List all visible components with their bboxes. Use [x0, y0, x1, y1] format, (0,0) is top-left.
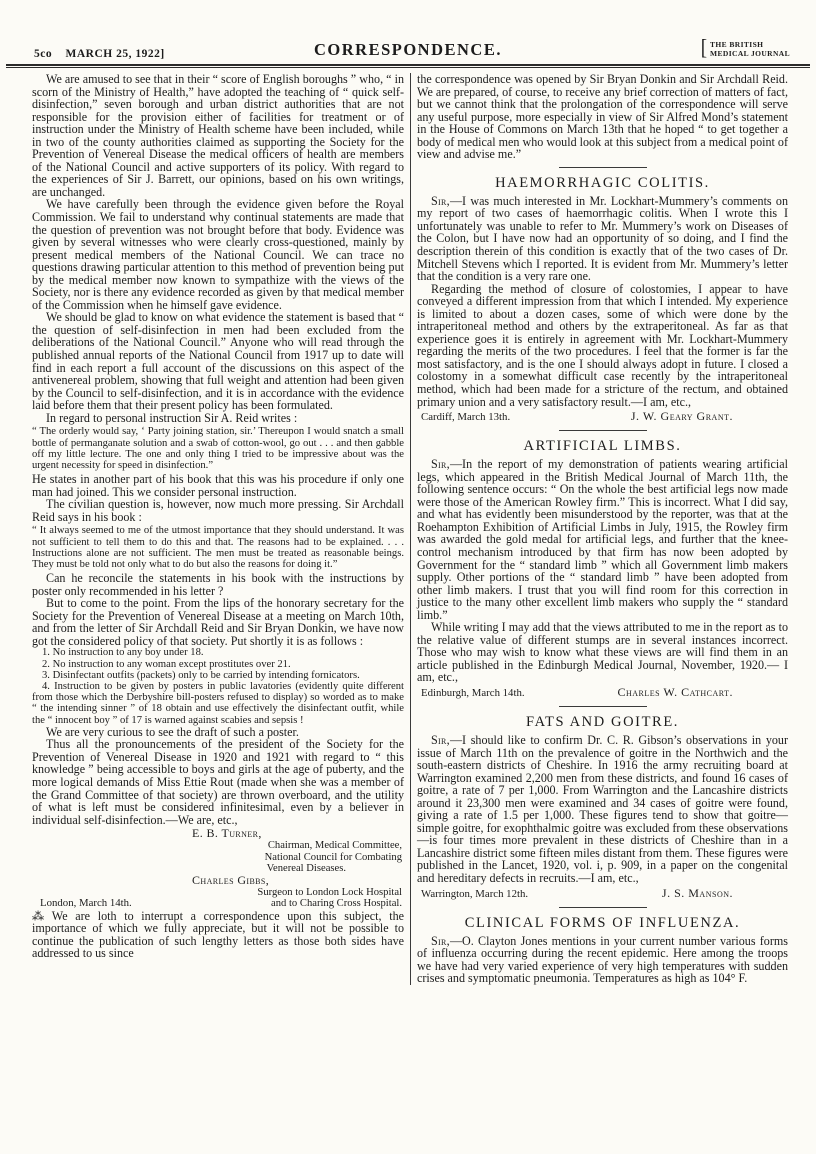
paragraph: We have carefully been through the evidence given before the Royal Commission. We fail to understand why continual statements are made that the question of prevention was not brought before that body. Evidence was given by several witnesses who were clearly cross-questioned, mainly by present medical members of the National Council. We can trace no questions drawing particular attention to this method of prevention being put by the medical member now known to sympathize with the views of the Society, nor is there any evidence recorded as given by that medical member of the Commission when he himself gave evidence.	[32, 197, 404, 312]
signature-row	[421, 685, 788, 700]
paragraph: But to come to the point. From the lips of the honorary secretary for the Society for the Prevention of Venereal Disease at a meeting on March 10th, and from the letter of Sir Archdall Reid and Sir Bryan Donkin, we have now got the considered policy of that society. Put shortly it is as follows :	[32, 596, 404, 648]
signature-role: Venereal Diseases.	[266, 862, 346, 874]
dateline: Edinburgh, March 14th.	[421, 686, 525, 699]
policy-list-item: 3. Disinfectant outfits (packets) only to be carried by intending fornicators.	[42, 669, 360, 681]
masthead	[0, 0, 816, 62]
policy-list-item: 4. Instruction to be given by posters in public lavatories (evidently quite different from those which the Derbyshire bill-posters refused to display) so worded as to make “ the intending sinner ” of 18 obtain and use effectively the disinfectant outfit, while the “ innocent boy ” of 17 is warned against scabies and sepsis !	[32, 681, 404, 726]
journal-name-line2: MEDICAL JOURNAL	[710, 49, 790, 58]
paragraph: We are very curious to see the draft of such a poster.	[46, 724, 299, 739]
paragraph: He states in another part of his book that this was his procedure if only one man had joined. This we consider personal instruction.	[32, 472, 404, 499]
paragraph: The civilian question is, however, now much more pressing. Sir Archdall Reid says in his book :	[32, 497, 404, 524]
salutation: Sir,	[431, 933, 450, 948]
paragraph: While writing I may add that the views attributed to me in the report as to the relative value of different stumps are in several instances incorrect. Those who may wish to know what these views are will find them in an article published in the Edinburgh Medical Journal, November, 1920.— I am, etc.,	[417, 620, 788, 685]
salutation: Sir,	[431, 457, 450, 472]
letter-text: —In the report of my demonstration of patients wearing artificial legs, which appeared in the British Medical Journal of March 11th, the following sentence occurs: “ On the whole the best artificial legs now made were those of the American Rowley firm.” This is incorrect. What I did say, and what has evidently been misunderstood by the reporter, was that at the Roehampton Exhibition of Artificial Limbs in July, 1915, the Rowley firm was awarded the gold medal for artificial legs, and further that the knee-control mechanism introduced by that firm has now been adopted by Government for the “ standard limb ” which all Government limb makers supply. Other portions of the “ standard limb ” have been adopted from other limb makers. I trust that you will find room for this correction in justice to the many other excellent limb makers who supply the “ standard limb.”	[417, 457, 788, 622]
signature-name: E. B. Turner,	[192, 826, 262, 841]
signature-row	[421, 886, 788, 901]
letter-text: —I was much interested in Mr. Lockhart-Mummery’s comments on my report of two cases of haemorrhagic colitis. When I wrote this I unfortunately was unable to refer to Mr. Mummery’s work on Diseases of the Colon, but I have now had an opportunity of so doing, and I find the description therein of this condition is exactly that of the two cases of Dr. Mitchell Stevens which I reported. It is evident from Mr. Mummery’s letter that the condition is a very rare one.	[417, 193, 788, 284]
salutation: Sir,	[431, 732, 450, 747]
paragraph: We are amused to see that in their “ score of English boroughs ” who, “ in scorn of the Ministry of Health,” have adopted the teaching of “ quick self-disinfection,” seven borough and urban district authorities that are not responsible for the provision either of facilities for treatment or of instruction under the Ministry of Health scheme have been included, while in two of the county authorities claimed as supporting the Society for the Prevention of Venereal Disease the medical officers of health are members of the National Council and active supporters of its policy. With regard to the experiences of Sir J. Barrett, our opinions, based on his own writings, are unchanged.	[32, 72, 404, 199]
letter-text: —I should like to confirm Dr. C. R. Gibson’s observations in your issue of March 11th on the prevalence of goitre in the Northwich and the south-eastern districts of Cheshire. In 1916 the army recruiting board at Warrington examined 2,200 men from these districts, and found 16 cases of goitre, a rate of 7 per 1,000. From Warrington and the Lancashire districts around it 23,300 men were examined and 34 cases of goitre were found, giving a rate of 1.5 per 1,000. These figures tend to show that goitre—simple goitre, for exophthalmic goitre was excluded from these observations—is four times more prevalent in these districts of Cheshire than in a Lancashire district some fifteen miles distant from them. These figures were published in the Lancet, 1920, vol. i, p. 909, in a paper on the congenital and hereditary defects in recruits.—I am, etc.,	[417, 732, 788, 885]
paragraph	[417, 195, 788, 283]
left-column	[32, 73, 404, 985]
journal-name-line1: THE BRITISH	[710, 40, 764, 49]
signature-role: Surgeon to London Lock Hospital	[257, 887, 402, 899]
signature-name: Charles Gibbs,	[192, 873, 270, 888]
editor-note-text: We are loth to interrupt a correspondence upon this subject, the importance of which we fully appreciate, but it will not be possible to continue the publication of such lengthy letters as those both sides have addressed to us since	[32, 908, 405, 961]
salutation: Sir,	[431, 193, 450, 208]
letter-separator-rule	[559, 907, 647, 908]
letter-title: CLINICAL FORMS OF INFLUENZA.	[464, 914, 741, 931]
paragraph: We should be glad to know on what evidence the statement is based that “ the question of self-disinfection in men had been excluded from the deliberations of the National Council.” Anyone who will read through the published annual reports of the National Council from 1917 up to date will find in each report a full account of the discussions on this aspect of the antivenereal problem, showing that full weight and attention had been given by the Council to self-disinfection, and it is in accordance with the evidence laid before them that their present policy has been formulated.	[32, 310, 404, 413]
policy-list-item: 1. No instruction to any boy under 18.	[42, 647, 204, 659]
signature-name: Charles W. Cathcart.	[617, 684, 733, 699]
text-columns	[0, 68, 816, 985]
page-title: CORRESPONDENCE.	[314, 40, 502, 59]
signature-name: J. S. Manson.	[661, 885, 733, 900]
quote-paragraph: “ The orderly would say, ‘ Party joining station, sir.’ Thereupon I would snatch a small bottle of permanganate solution and a swab of cotton-wool, go out . . . and then gabble off my little lecture. The one and only thing I tried to be impressive about was the urgent necessity for speed in disinfection.”	[32, 426, 404, 471]
editor-note	[32, 910, 404, 960]
paragraph	[417, 458, 788, 621]
paragraph: In regard to personal instruction Sir A. Reid writes :	[46, 410, 298, 425]
letter-separator-rule	[559, 430, 647, 431]
column-divider-rule	[410, 73, 411, 985]
header-rule-top	[6, 64, 810, 66]
bracket-glyph: [	[700, 36, 708, 61]
paragraph: Thus all the pronouncements of the president of the Society for the Prevention of Venereal Disease in 1920 and 1921 with regard to “ this knowledge ” being accessible to boys and girls at the age of puberty, and the more logical demands of Miss Ettie Rout (made when she was a member of the Grand Committee of that society) are thrown overboard, and the utility of what is left must be considered infinitesimal, even by a believer in individual self-disinfection.—We are, etc.,	[32, 737, 404, 827]
paragraph: Can he reconcile the statements in his book with the instructions by poster only recommended in his letter ?	[32, 571, 404, 598]
right-column	[417, 73, 788, 985]
signature-block	[32, 827, 404, 909]
signature-role: National Council for Combating	[264, 851, 402, 863]
letter-title: HAEMORRHAGIC COLITIS.	[495, 174, 710, 191]
dateline: Warrington, March 12th.	[421, 887, 529, 900]
letter-separator-rule	[559, 167, 647, 168]
letter-title: FATS AND GOITRE.	[525, 713, 680, 730]
signature-row	[421, 409, 788, 424]
letter-text: —O. Clayton Jones mentions in your current number various forms of influenza occurring during the recent epidemic. Here among the troops we have had very varied experience of very high temperatures with sudden crises and symptomatic pneumonia. Temperatures as high as 104° F.	[417, 933, 788, 986]
signature-name: J. W. Geary Grant.	[630, 409, 733, 424]
paragraph: the correspondence was opened by Sir Bryan Donkin and Sir Archdall Reid. We are prepared, of course, to receive any brief correction of matters of fact, but we cannot think that the prolongation of the correspondence will serve any useful purpose, more especially in view of Sir Alfred Mond’s statement in the House of Commons on March 13th that he hoped “ to get together a body of medical men who would look at this subject from a medical point of view and advise me.”	[417, 72, 788, 162]
paragraph	[417, 734, 788, 885]
letter-title: ARTIFICIAL LIMBS.	[523, 438, 682, 455]
asterism-icon: ⁂	[32, 908, 48, 923]
signature-role: Chairman, Medical Committee,	[267, 840, 402, 852]
paragraph: Regarding the method of closure of colostomies, I appear to have conveyed a different impression from that which I intended. My experience is limited to about a dozen cases, some of which were done by the intraperitoneal method and others by the extraperitoneal. As far as that experience goes it is entirely in agreement with Mr. Lockhart-Mummery regarding the merits of the two procedures. I feel that the former is far the most satisfactory, and is the one I should always adopt in future. I closed a colostomy in a somewhat difficult case recently by the intraperitoneal method, which had been made for a stricture of the rectum, and obtained primary union and a very satisfactory result.—I am, etc.,	[417, 281, 788, 409]
policy-list-item: 2. No instruction to any woman except prostitutes over 21.	[42, 658, 291, 670]
paragraph	[417, 935, 788, 985]
signature-role: and to Charing Cross Hospital.	[271, 898, 402, 910]
quote-paragraph: “ It always seemed to me of the utmost importance that they should understand. It was not sufficient to tell them to do this and that. The reasons had to be explained. . . . Instructions alone are not sufficient. The men must be treated as reasonable beings. They must be told not only what to do but also the reasons for doing it.”	[32, 525, 404, 570]
page-number: 5co	[34, 48, 53, 60]
dateline: London, March 14th.	[40, 896, 132, 909]
dateline: Cardiff, March 13th.	[421, 411, 511, 424]
issue-date: MARCH 25, 1922]	[65, 48, 165, 60]
letter-separator-rule	[559, 706, 647, 707]
